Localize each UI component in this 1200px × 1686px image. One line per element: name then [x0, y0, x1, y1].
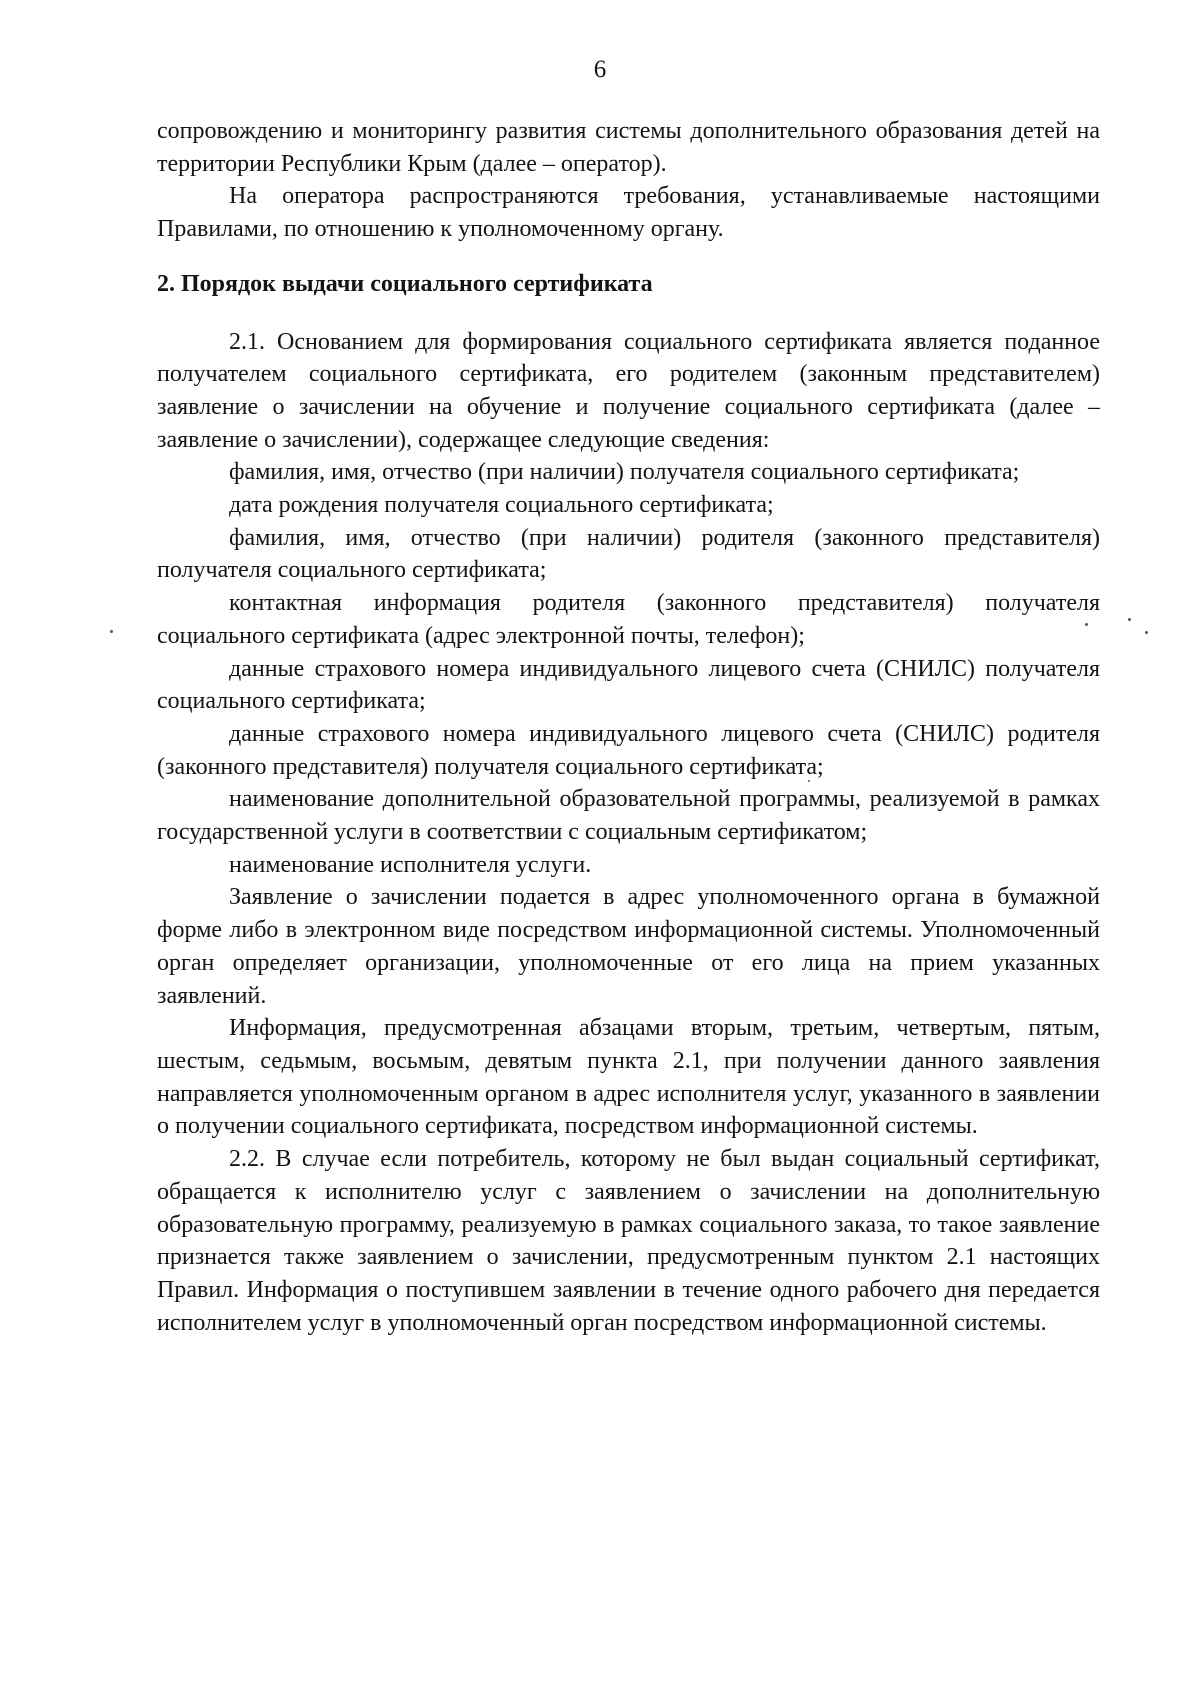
scan-speck [110, 630, 113, 633]
list-item-parent-snils: данные страхового номера индивидуального лицевого счета (СНИЛС) родителя (законного представителя) получателя социального сертификата; [157, 720, 1100, 780]
list-item-program-name: наименование дополнительной образовательной программы, реализуемой в рамках государственной услуги в соответствии с социальным сертификатом; [157, 786, 1100, 846]
paragraph-2-2-direct-application: 2.2. В случае если потребитель, которому не был выдан социальный сертификат, обращается к исполнителю услуг с заявлением о зачислении на дополнительную образовательную программу, реализуемую в рамках социального заказа, то такое заявление признается также заявлением о зачислении, предусмотренным пунктом 2.1 настоящих Правил. Информация о поступившем заявлении в течение одного рабочего дня передается исполнителем услуг в уполномоченный орган посредством информационной системы. [157, 1146, 1100, 1336]
list-item-recipient-name: фамилия, имя, отчество (при наличии) получателя социального сертификата; [229, 459, 1020, 486]
scan-speck [1085, 623, 1088, 626]
paragraph-application-submission: Заявление о зачислении подается в адрес уполномоченного органа в бумажной форме либо в электронном виде посредством информационной системы. Уполномоченный орган определяет организации, уполномоченные от его лица на прием указанных заявлений. [157, 884, 1100, 1009]
list-item-provider-name: наименование исполнителя услуги. [229, 851, 592, 878]
list-item-recipient-snils: данные страхового номера индивидуального лицевого счета (СНИЛС) получателя социального сертификата; [157, 655, 1100, 715]
scan-speck [1145, 631, 1148, 634]
section-heading: 2. Порядок выдачи социального сертификата [157, 270, 653, 297]
paragraph-operator-requirements: На оператора распространяются требования, устанавливаемые настоящими Правилами, по отношению к уполномоченному органу. [157, 183, 1100, 243]
paragraph-information-transfer: Информация, предусмотренная абзацами вторым, третьим, четвертым, пятым, шестым, седьмым, восьмым, девятым пункта 2.1, при получении данного заявления направляется уполномоченным органом в адрес исполнителя услуг, указанного в заявлении о получении социального сертификата, посредством информационной системы. [157, 1015, 1100, 1140]
list-item-parent-contacts: контактная информация родителя (законного представителя) получателя социального сертификата (адрес электронной почты, телефон); [157, 590, 1100, 649]
document-body [157, 115, 1100, 1339]
scan-speck [1128, 618, 1131, 621]
paragraph-intro-continuation: сопровождению и мониторингу развития системы дополнительного образования детей на территории Республики Крым (далее – оператор). [157, 118, 1100, 177]
scan-speck [808, 780, 810, 782]
page-number: 6 [593, 56, 607, 83]
list-item-parent-name: фамилия, имя, отчество (при наличии) родителя (законного представителя) получателя социального сертификата; [157, 524, 1100, 584]
list-item-recipient-birthdate: дата рождения получателя социального сертификата; [229, 492, 774, 519]
paragraph-2-1-basis: 2.1. Основанием для формирования социального сертификата является поданное получателем социального сертификата, его родителем (законным представителем) заявление о зачислении на обучение и получение социального сертификата (далее – заявление о зачислении), содержащее следующие сведения: [157, 328, 1100, 453]
